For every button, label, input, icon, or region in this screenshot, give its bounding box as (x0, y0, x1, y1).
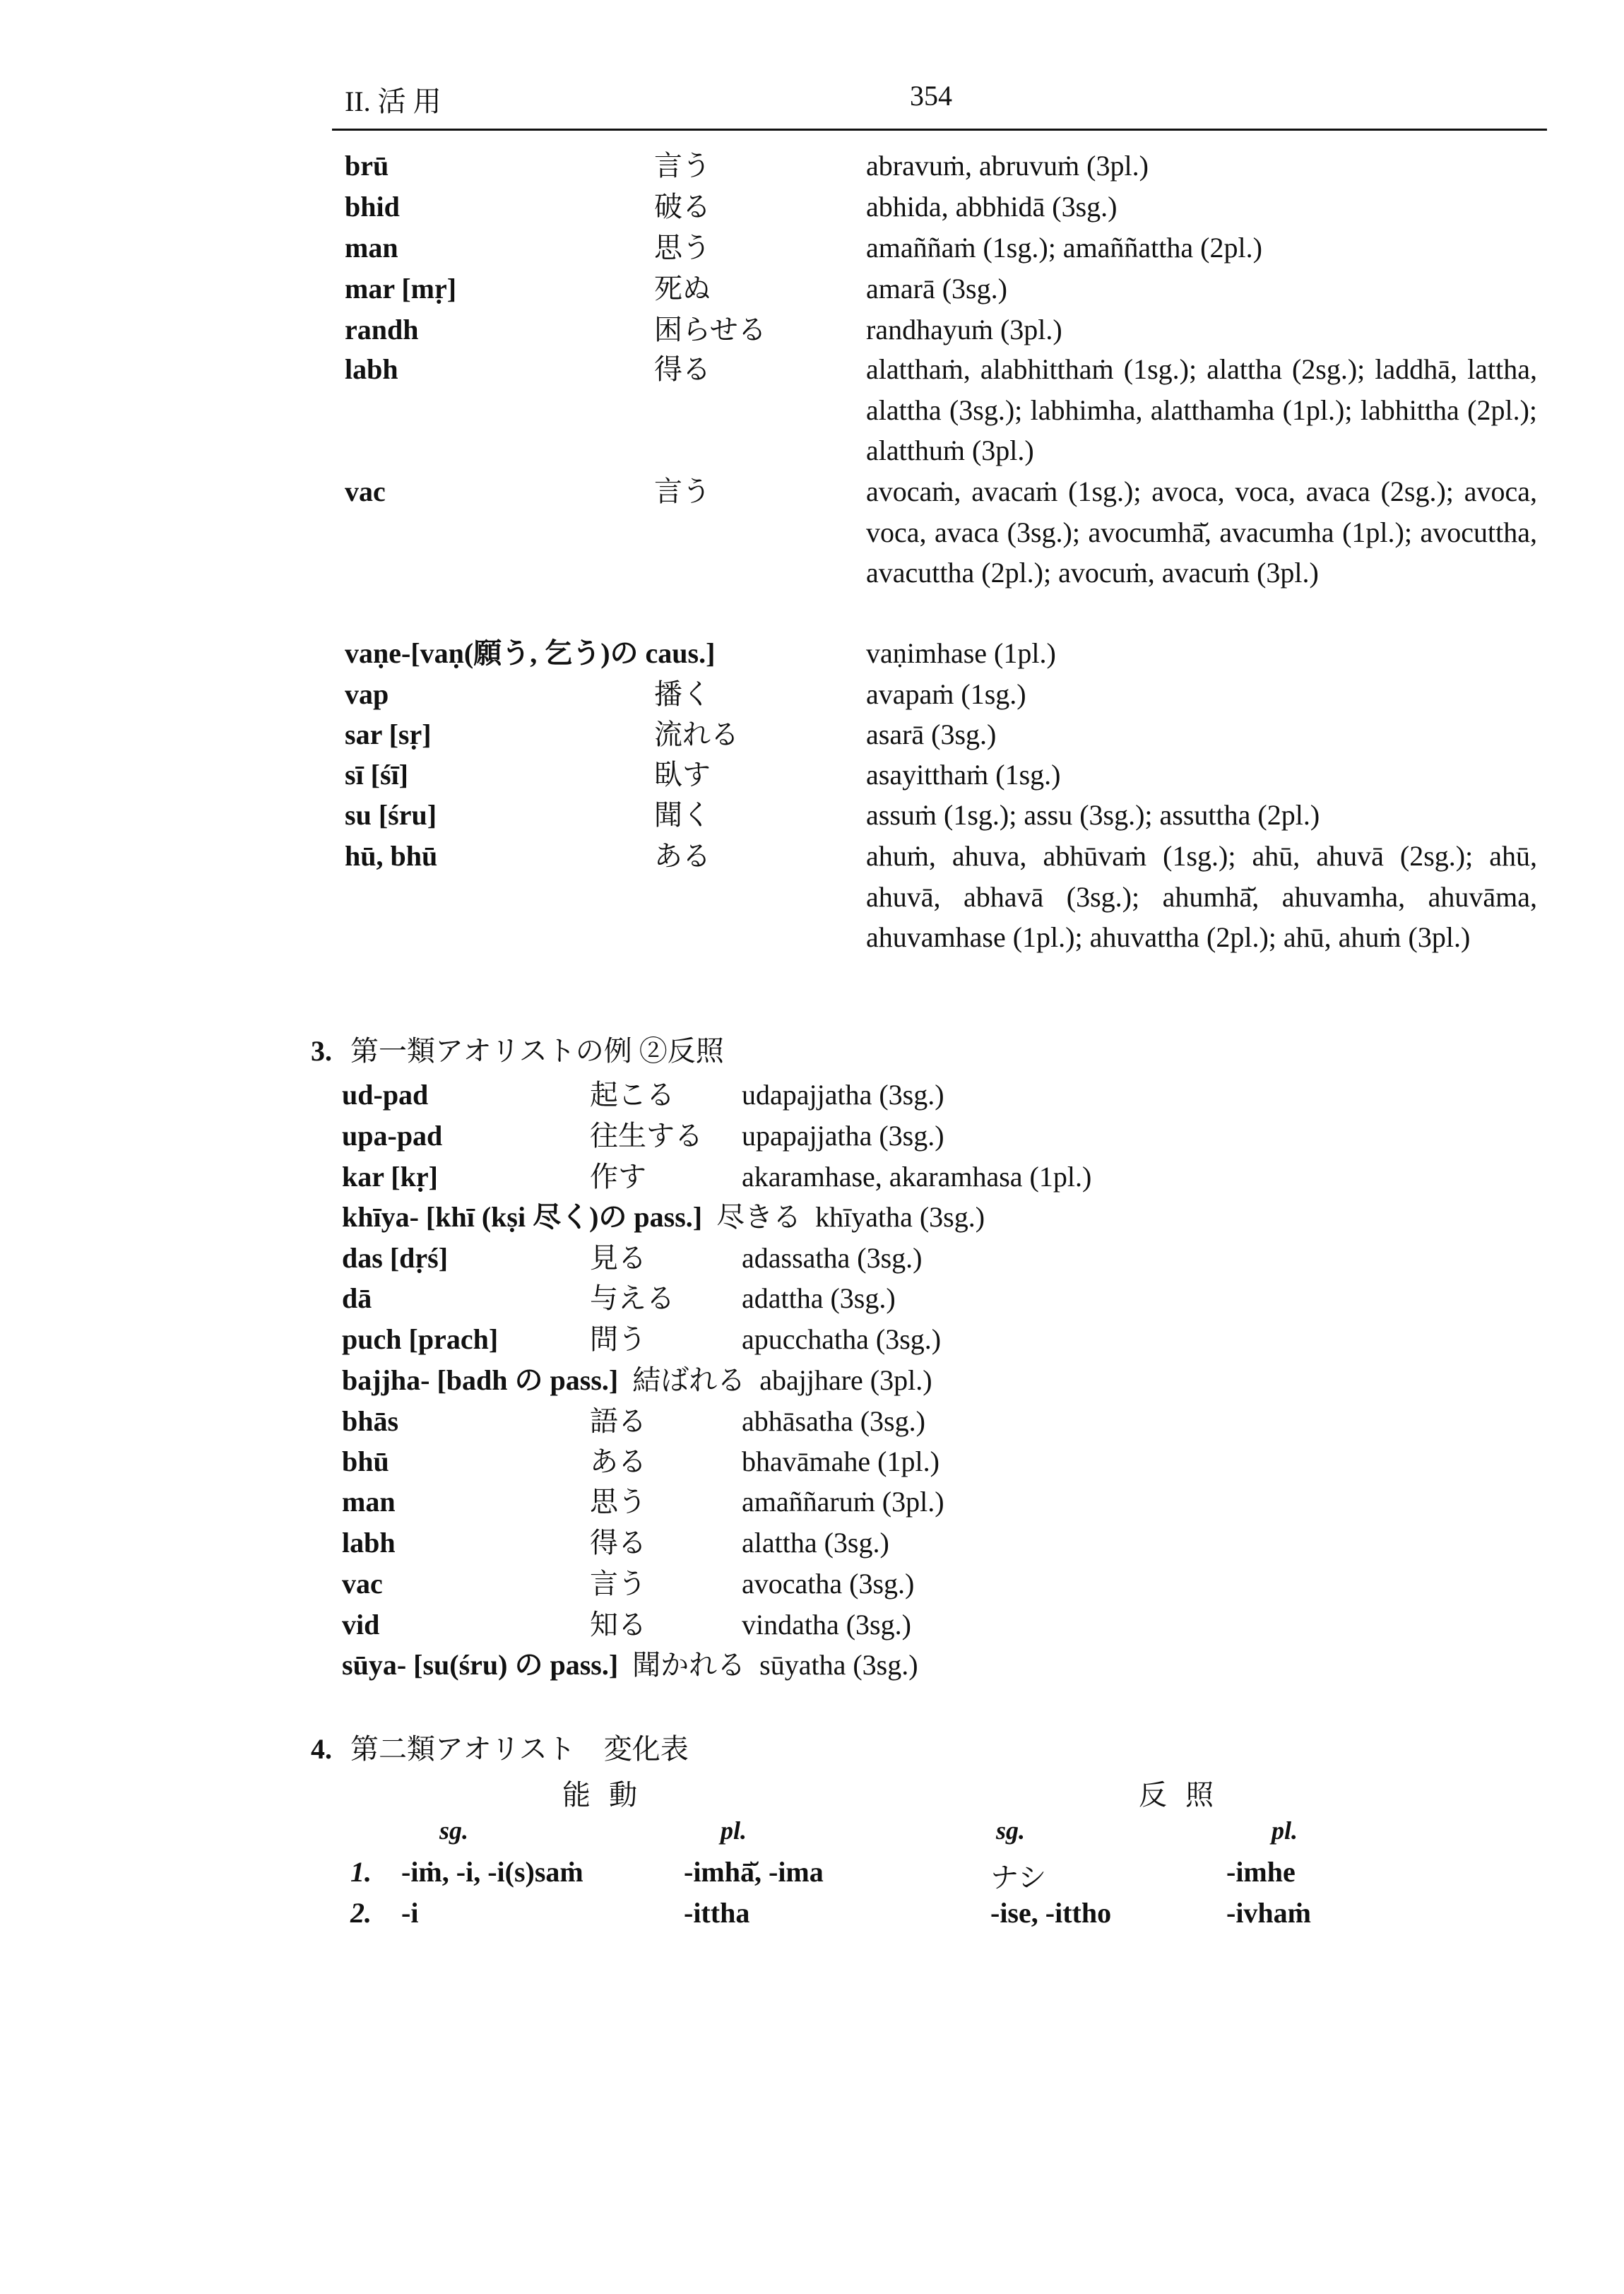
root (342, 1197, 985, 1238)
forms: udapajjatha (3sg.) (742, 1079, 944, 1111)
middle-sg: ナシ (990, 1862, 1047, 1893)
root: brū (345, 150, 389, 182)
forms: bhavāmahe (1pl.) (742, 1445, 940, 1477)
forms: vaṇimhase (1pl.) (866, 637, 1056, 669)
forms: apucchatha (3sg.) (742, 1323, 942, 1355)
meaning: 思う (590, 1486, 646, 1518)
meaning: 流れる (654, 719, 739, 750)
root-text: sūya- [su(śru) の pass.] (342, 1649, 619, 1681)
meaning: 言う (654, 475, 711, 507)
section-3-heading (311, 1029, 724, 1069)
section-4-heading (311, 1727, 689, 1767)
forms: khīyatha (3sg.) (815, 1201, 985, 1233)
root: labh (345, 353, 398, 385)
meaning: 知る (590, 1609, 646, 1640)
section-title: 第二類アオリスト 変化表 (350, 1733, 689, 1765)
root: bhid (345, 191, 400, 223)
active-pl: -imhā̆, -ima (684, 1856, 824, 1888)
forms: avapaṁ (1sg.) (866, 678, 1026, 710)
meaning: 破る (654, 191, 711, 223)
root: bhū (342, 1445, 389, 1477)
middle-sg: -ise, -ittho (990, 1897, 1112, 1929)
active-sg: -i (401, 1897, 419, 1929)
meaning: 得る (654, 353, 711, 385)
forms: upapajjatha (3sg.) (742, 1120, 944, 1152)
root (342, 1645, 918, 1686)
root: man (345, 232, 398, 264)
col-label-pl: pl. (721, 1816, 747, 1845)
root: dā (342, 1282, 372, 1314)
root: mar [mṛ] (345, 273, 457, 305)
meaning: 往生する (590, 1120, 703, 1152)
forms: asarā (3sg.) (866, 719, 997, 750)
root (342, 1360, 932, 1401)
page-number: 354 (910, 80, 952, 112)
meaning: ある (590, 1445, 646, 1477)
meaning: ある (654, 840, 711, 872)
root: vaṇe-[vaṇ(願う, 乞う)の caus.] (345, 637, 716, 669)
forms: amaññaṁ (1sg.); amaññattha (2pl.) (866, 232, 1262, 264)
meaning: 困らせる (654, 314, 766, 345)
root: vac (345, 475, 386, 507)
meaning: 起こる (590, 1079, 675, 1111)
forms: akaramhase, akaramhasa (1pl.) (742, 1161, 1092, 1193)
meaning: 結ばれる (632, 1364, 746, 1396)
root: hū, bhū (345, 840, 438, 872)
active-voice-label: 能 動 (562, 1779, 643, 1811)
meaning: 与える (590, 1282, 675, 1314)
middle-pl: -imhe (1226, 1856, 1296, 1888)
root: bhās (342, 1405, 399, 1437)
root: vap (345, 678, 389, 710)
root: labh (342, 1527, 396, 1559)
forms: avocatha (3sg.) (742, 1568, 915, 1600)
root: randh (345, 314, 419, 345)
meaning: 聞かれる (632, 1649, 746, 1681)
forms: alatthaṁ, alabhitthaṁ (1sg.); alattha (2sg.); laddhā, lattha, alattha (3sg.); labhimha, alatthamha (1pl.); labhittha (2pl.); alatthuṁ (3pl.) (866, 353, 1537, 467)
forms: abravuṁ, abruvuṁ (3pl.) (866, 150, 1149, 182)
col-label-pl: pl. (1272, 1816, 1298, 1845)
middle-voice-label: 反 照 (1139, 1779, 1219, 1811)
meaning: 言う (590, 1568, 646, 1600)
root: das [dṛś] (342, 1242, 449, 1274)
forms: sūyatha (3sg.) (759, 1649, 918, 1681)
forms: asayitthaṁ (1sg.) (866, 759, 1061, 791)
person-number: 1. (350, 1856, 372, 1888)
root-text: khīya- [khī (kṣi 尽く)の pass.] (342, 1201, 703, 1233)
col-label-sg: sg. (439, 1816, 469, 1845)
meaning: 言う (654, 150, 711, 182)
forms: amarā (3sg.) (866, 273, 1007, 305)
meaning: 語る (590, 1405, 646, 1437)
meaning: 播く (654, 678, 711, 710)
forms: ahuṁ, ahuva, abhūvaṁ (1sg.); ahū, ahuvā (2sg.); ahū, ahuvā, abhavā (3sg.); ahumhā̆, ahuvamha, ahuvāma, ahuvamhase (1pl.); ahuvattha (2pl.); ahū, ahuṁ (3pl.) (866, 840, 1537, 954)
forms: adassatha (3sg.) (742, 1242, 923, 1274)
running-header: II. 活 用 (345, 85, 441, 117)
section-number: 3. (311, 1035, 332, 1067)
person-number: 2. (350, 1897, 372, 1929)
meaning: 死ぬ (654, 273, 711, 305)
forms: adattha (3sg.) (742, 1282, 896, 1314)
active-pl: -ittha (684, 1897, 750, 1929)
section-title: 第一類アオリストの例 ②反照 (350, 1035, 724, 1067)
header-rule (332, 129, 1547, 131)
root: sī [śī] (345, 759, 408, 791)
section-number: 4. (311, 1733, 332, 1765)
forms: randhayuṁ (3pl.) (866, 314, 1062, 345)
meaning: 臥す (654, 759, 711, 791)
forms: alattha (3sg.) (742, 1527, 889, 1559)
root: sar [sṛ] (345, 719, 432, 750)
root: kar [kṛ] (342, 1161, 438, 1193)
meaning: 聞く (654, 799, 711, 831)
forms: avocaṁ, avacaṁ (1sg.); avoca, voca, avaca (2sg.); avoca, voca, avaca (3sg.); avocumhā̆, avacumha (1pl.); avocuttha, avacuttha (2pl.); avocuṁ, avacuṁ (3pl.) (866, 475, 1537, 589)
middle-pl: -ivhaṁ (1226, 1897, 1311, 1929)
root: su [śru] (345, 799, 437, 831)
meaning: 問う (590, 1323, 646, 1355)
root: upa-pad (342, 1120, 443, 1152)
meaning: 尽きる (716, 1201, 802, 1233)
forms: abhida, abbhidā (3sg.) (866, 191, 1118, 223)
meaning: 作す (590, 1161, 646, 1193)
root: man (342, 1486, 396, 1518)
root-text: bajjha- [badh の pass.] (342, 1364, 619, 1396)
forms: abhāsatha (3sg.) (742, 1405, 925, 1437)
meaning: 思う (654, 232, 711, 264)
root: puch [prach] (342, 1323, 499, 1355)
forms: amaññaruṁ (3pl.) (742, 1486, 944, 1518)
meaning: 見る (590, 1242, 646, 1274)
forms: vindatha (3sg.) (742, 1609, 911, 1640)
active-sg: -iṁ, -i, -i(s)saṁ (401, 1856, 583, 1888)
root: vac (342, 1568, 383, 1600)
forms: assuṁ (1sg.); assu (3sg.); assuttha (2pl.) (866, 799, 1320, 831)
root: ud-pad (342, 1079, 429, 1111)
meaning: 得る (590, 1527, 646, 1559)
root: vid (342, 1609, 380, 1640)
col-label-sg: sg. (996, 1816, 1026, 1845)
forms: abajjhare (3pl.) (759, 1364, 932, 1396)
